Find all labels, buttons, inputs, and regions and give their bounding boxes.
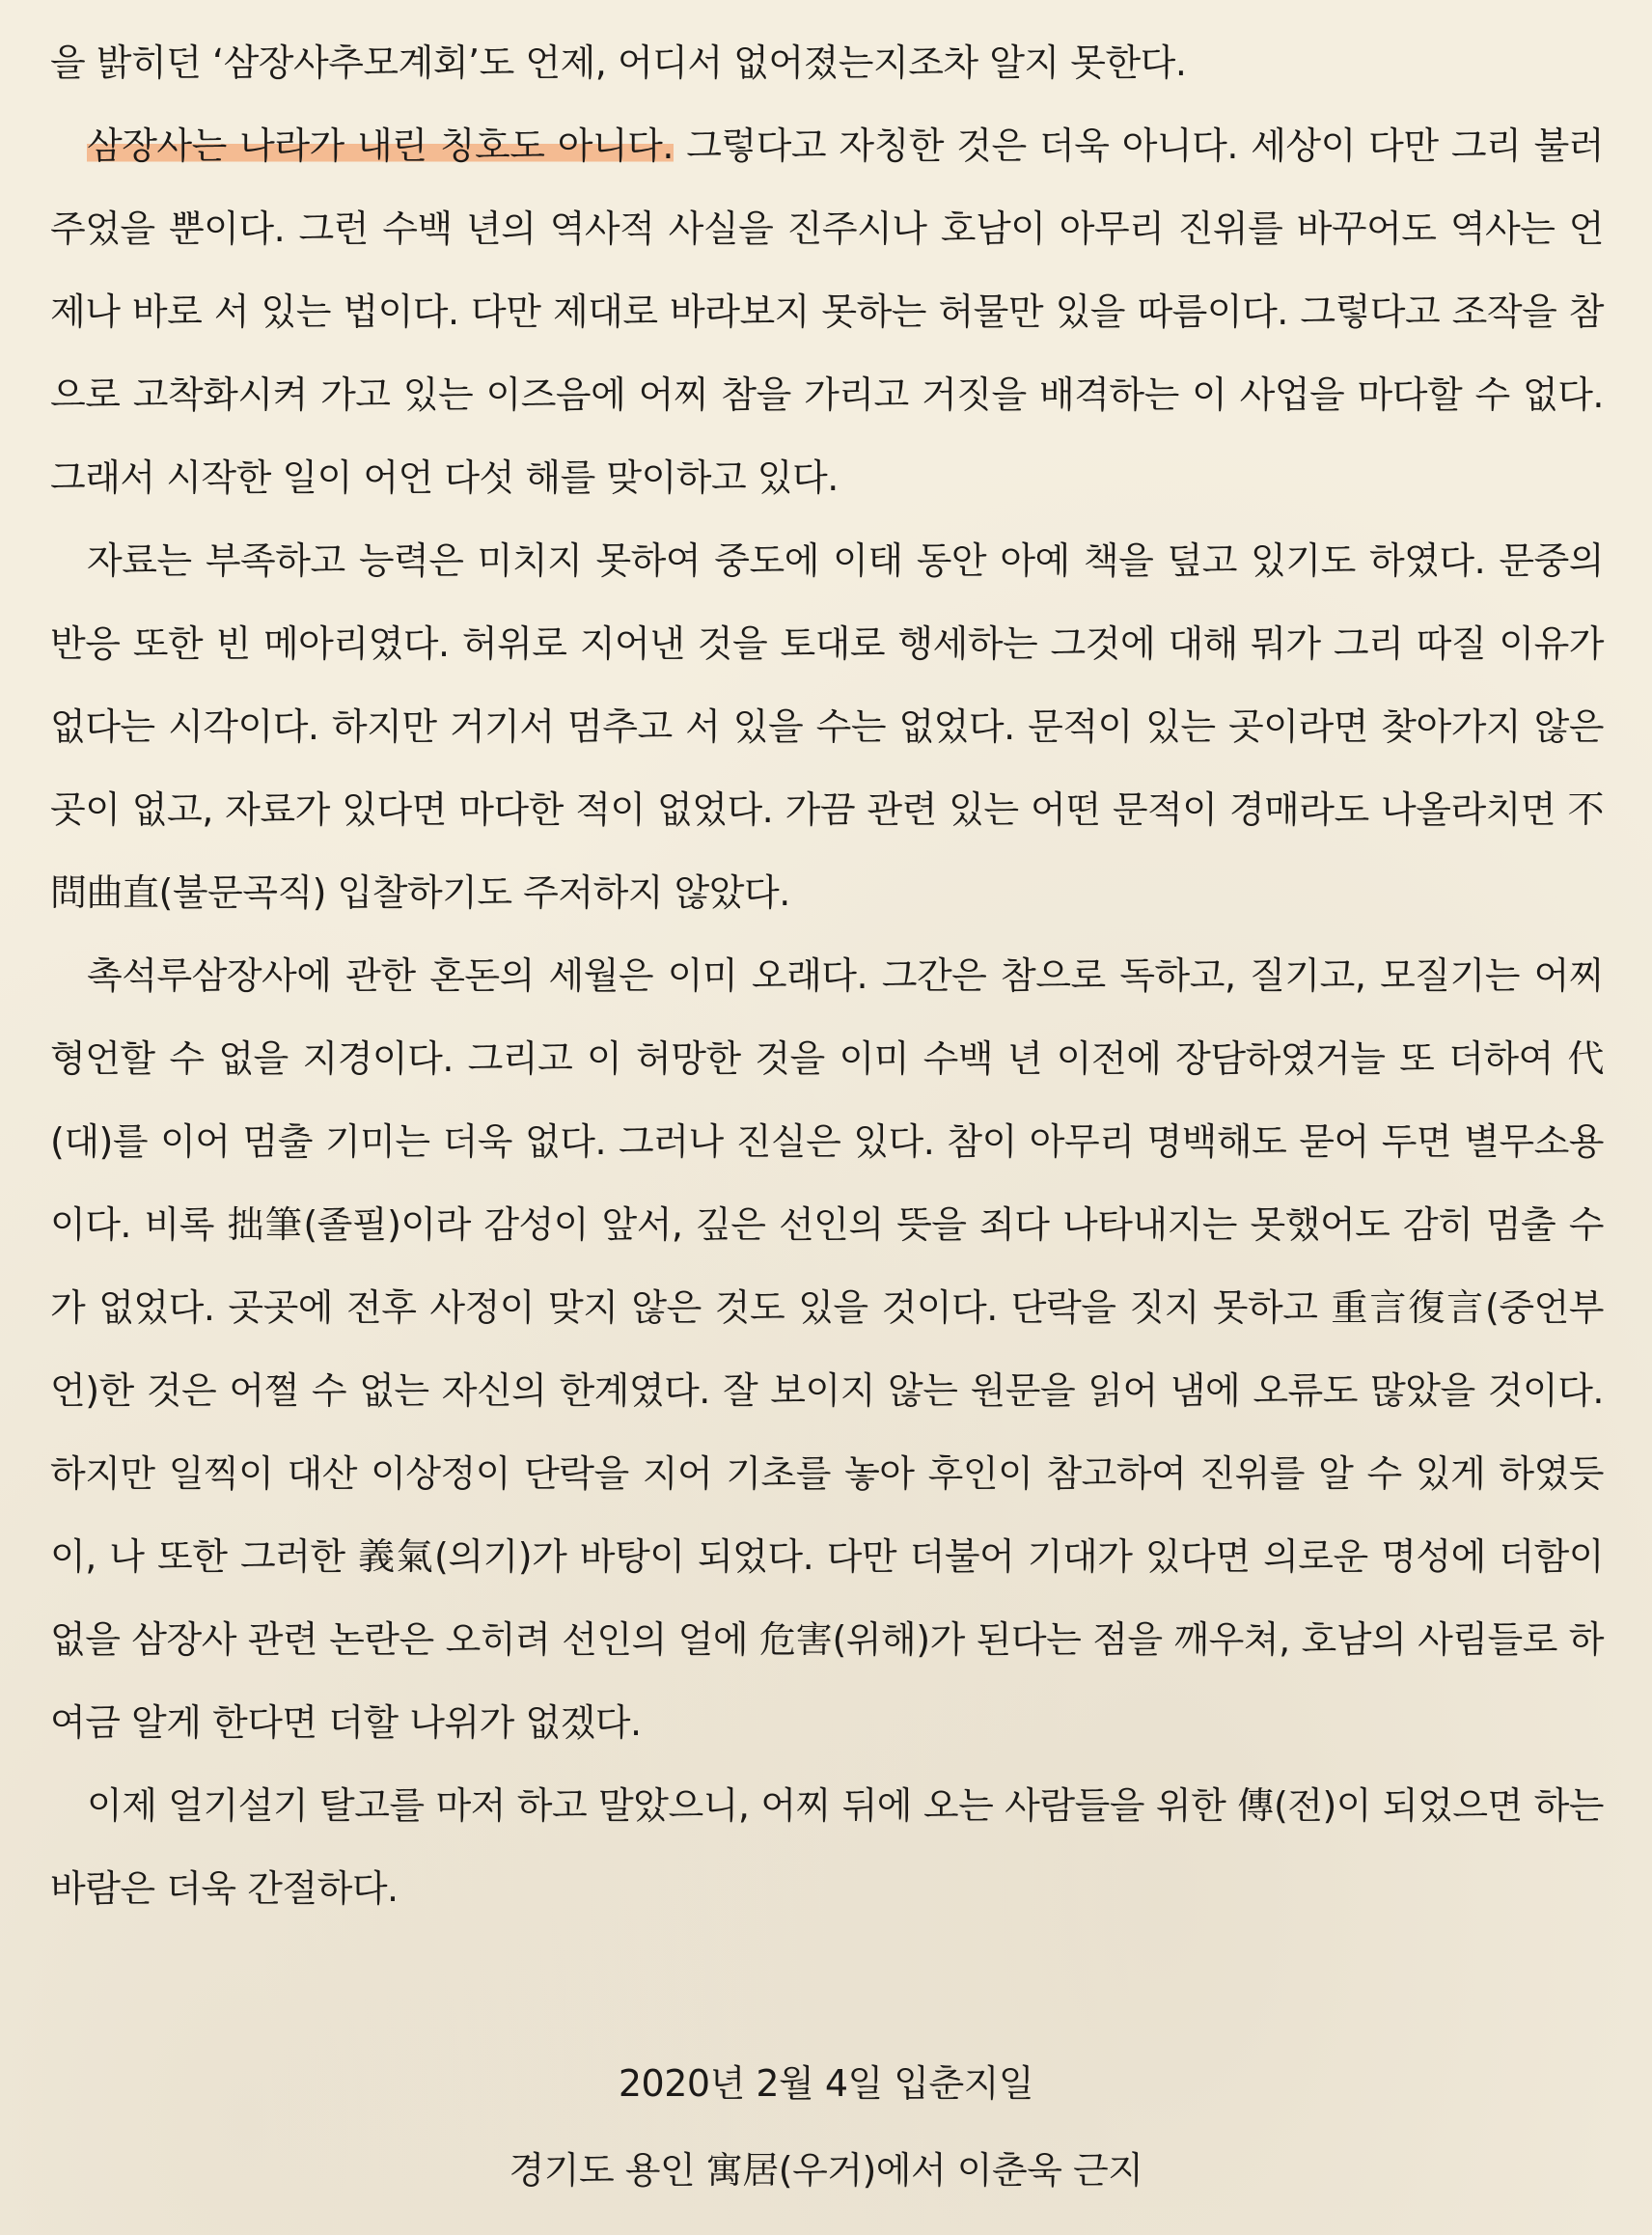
paragraph-1 bbox=[50, 21, 1604, 104]
body-text bbox=[50, 21, 1604, 1930]
paragraph-2-text: 그렇다고 자칭한 것은 더욱 아니다. 세상이 다만 그리 불러 주었을 뿐이다. 그런 수백 년의 역사적 사실을 진주시나 호남이 아무리 진위를 바꾸어도 역사는 언제나 바로 서 있는 법이다. 다만 제대로 바라보지 못하는 허물만 있을 따름이다. 그렇다고 조작을 참으로 고착화시켜 가고 있는 이즈음에 어찌 참을 가리고 거짓을 배격하는 이 사업을 마다할 수 없다. 그래서 시작한 일이 어언 다섯 해를 맞이하고 있다. bbox=[50, 124, 1605, 499]
paragraph-3-text: 자료는 부족하고 능력은 미치지 못하여 중도에 이태 동안 아예 책을 덮고 있기도 하였다. 문중의 반응 또한 빈 메아리였다. 허위로 지어낸 것을 토대로 행세하는 그것에 대해 뭐가 그리 따질 이유가 없다는 시각이다. 하지만 거기서 멈추고 서 있을 수는 없었다. 문적이 있는 곳이라면 찾아가지 않은 곳이 없고, 자료가 있다면 마다한 적이 없었다. 가끔 관련 있는 어떤 문적이 경매라도 나올라치면 不問曲直(불문곡직) 입찰하기도 주저하지 않았다. bbox=[50, 539, 1604, 914]
highlighted-sentence: 삼장사는 나라가 내린 칭호도 아니다. bbox=[87, 124, 674, 167]
paragraph-2 bbox=[50, 104, 1604, 519]
paragraph-5-text: 이제 얼기설기 탈고를 마저 하고 말았으니, 어찌 뒤에 오는 사람들을 위한 傳(전)이 되었으면 하는 바람은 더욱 간절하다. bbox=[50, 1784, 1604, 1910]
paragraph-3 bbox=[50, 519, 1604, 934]
signature-date: 2020년 2월 4일 입춘지일 bbox=[618, 2062, 1034, 2105]
signature-place: 경기도 용인 寓居(우거)에서 이춘욱 근지 bbox=[509, 2149, 1143, 2192]
paragraph-1-text: 을 밝히던 ‘삼장사추모계회’도 언제, 어디서 없어졌는지조차 알지 못한다. bbox=[50, 41, 1187, 84]
paragraph-5 bbox=[50, 1764, 1604, 1930]
paragraph-4-text: 촉석루삼장사에 관한 혼돈의 세월은 이미 오래다. 그간은 참으로 독하고, 질기고, 모질기는 어찌 형언할 수 없을 지경이다. 그리고 이 허망한 것을 이미 수백 년 이전에 장담하였거늘 또 더하여 代(대)를 이어 멈출 기미는 더욱 없다. 그러나 진실은 있다. 참이 아무리 명백해도 묻어 두면 별무소용이다. 비록 拙筆(졸필)이라 감성이 앞서, 깊은 선인의 뜻을 죄다 나타내지는 못했어도 감히 멈출 수가 없었다. 곳곳에 전후 사정이 맞지 않은 것도 있을 것이다. 단락을 짓지 못하고 重言復言(중언부언)한 것은 어쩔 수 없는 자신의 한계였다. 잘 보이지 않는 원문을 읽어 냄에 오류도 많았을 것이다. 하지만 일찍이 대산 이상정이 단락을 지어 기초를 놓아 후인이 참고하여 진위를 알 수 있게 하였듯이, 나 또한 그러한 義氣(의기)가 바탕이 되었다. 다만 더불어 기대가 있다면 의로운 명성에 더함이 없을 삼장사 관련 논란은 오히려 선인의 얼에 危害(위해)가 된다는 점을 깨우쳐, 호남의 사림들로 하여금 알게 한다면 더할 나위가 없겠다. bbox=[50, 954, 1604, 1744]
paragraph-4 bbox=[50, 934, 1604, 1764]
